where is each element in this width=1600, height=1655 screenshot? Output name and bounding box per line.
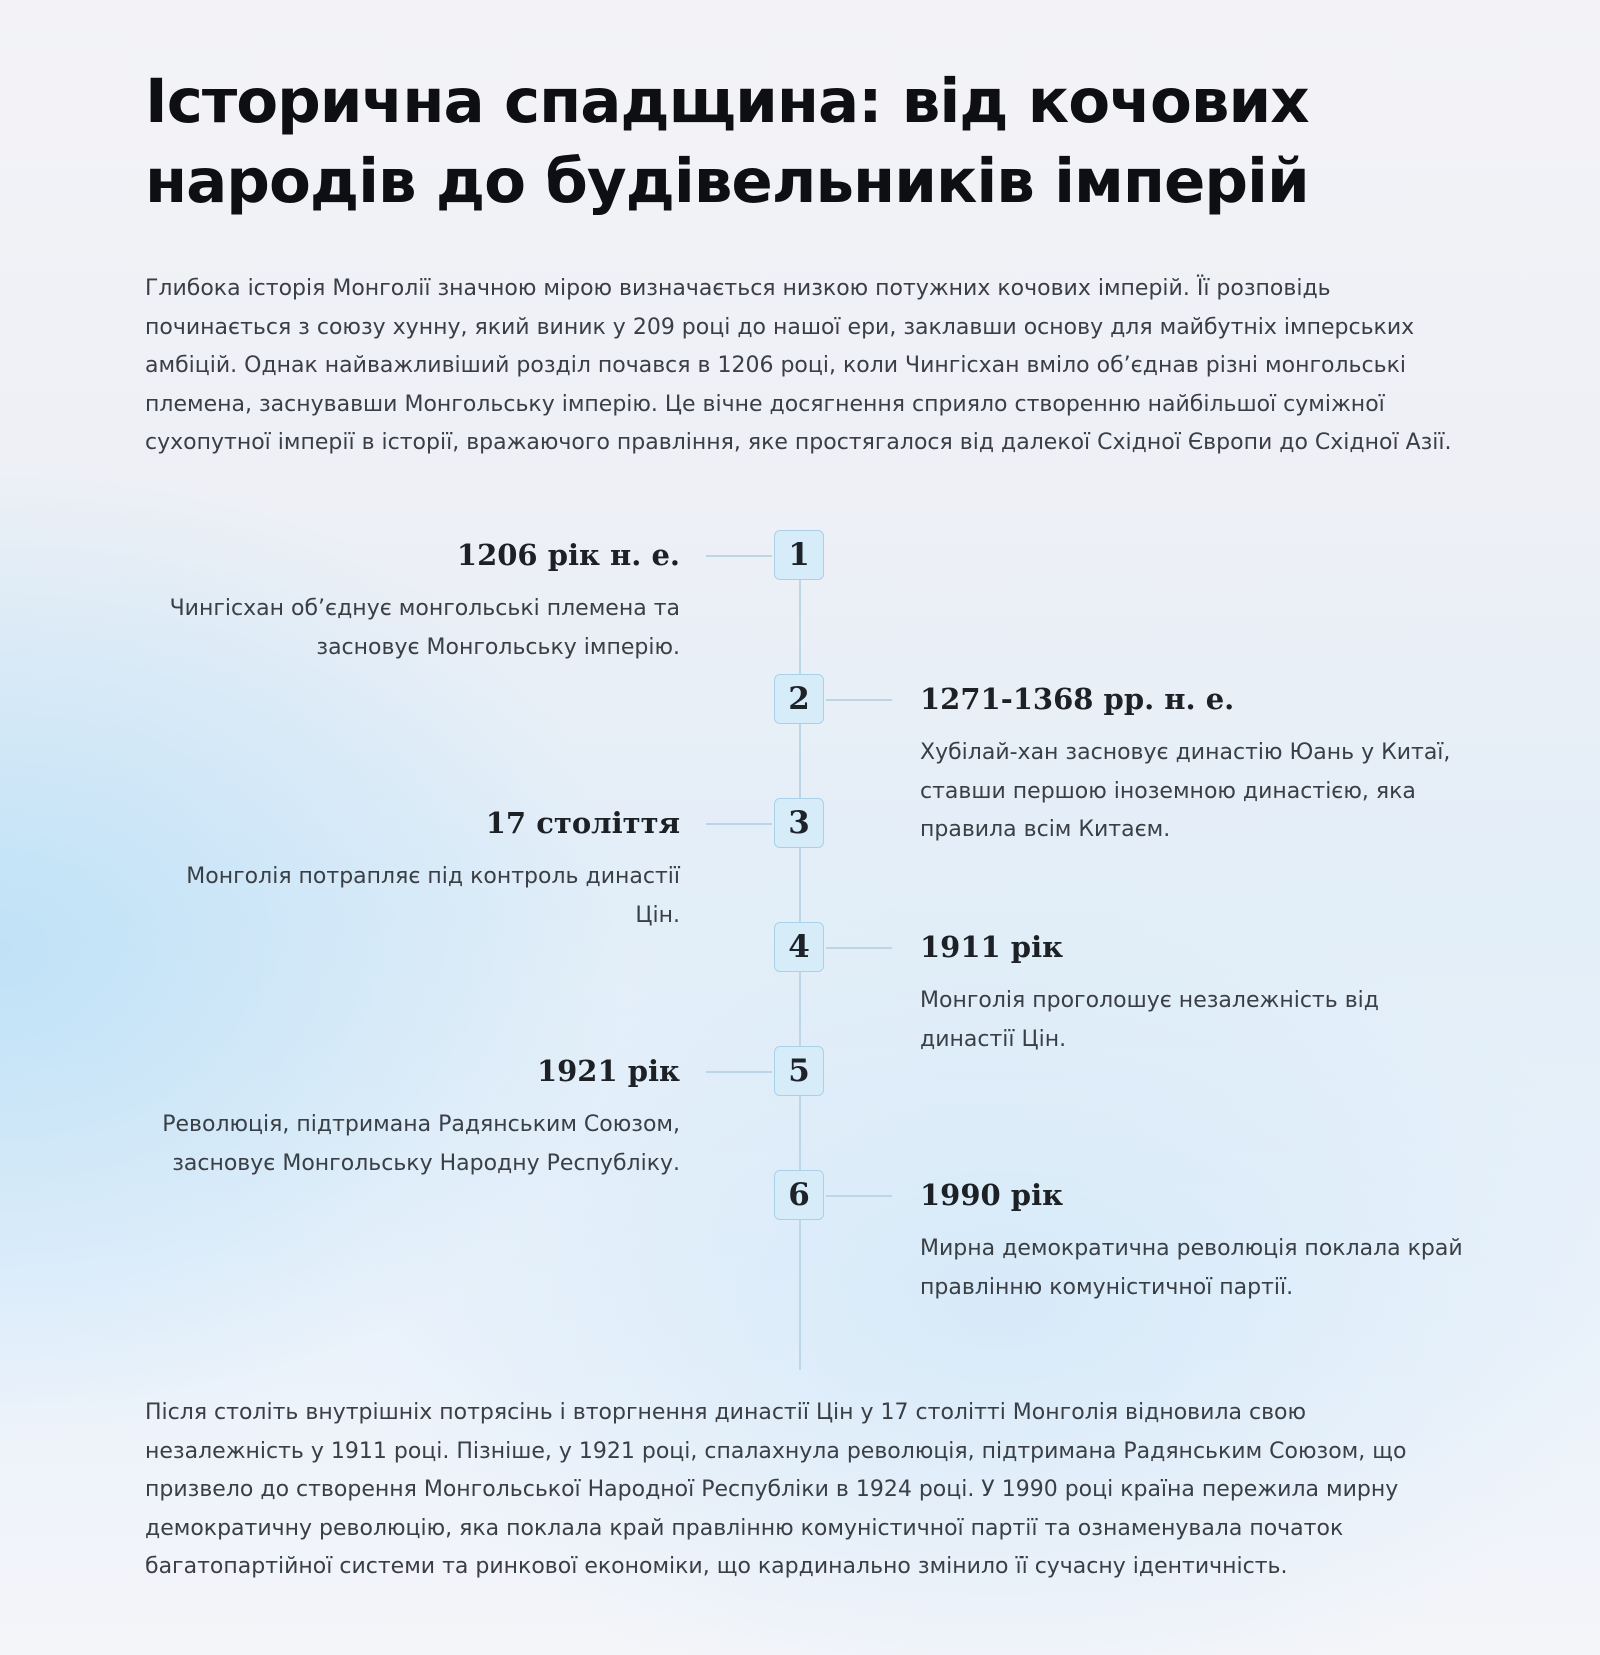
event-date: 1206 рік н. е. [456, 538, 680, 572]
timeline-connector [826, 699, 892, 701]
timeline-marker-1: 1 [774, 530, 824, 580]
outro-paragraph: Після століть внутрішніх потрясінь і вторгнення династії Цін у 17 столітті Монголія відновила свою незалежність у 1911 році. Пізніше, у 1921 році, спалахнула революція, підтримана Радянським Союзом, що призвело до створення Монгольської Народної Республіки в 1924 році. У 1990 році країна пережила мирну демократичну революцію, яка поклала край правлінню комуністичної партії та ознаменувала початок багатопартійної системи та ринкової економіки, що кардинально змінило її сучасну ідентичність. [145, 1400, 1407, 1579]
intro-paragraph: Глибока історія Монголії значною мірою визначається низкою потужних кочових імперій. Її розповідь починається з союзу хунну, який виник у 209 році до нашої ери, заклавши основу для майбутніх імперських амбіцій. Однак найважливіший розділ почався в 1206 році, коли Чингісхан вміло об’єднав різні монгольські племена, заснувавши Монгольську імперію. Це вічне досягнення сприяло створенню найбільшої суміжної сухопутної імперії в історії, вражаючого правління, яке простягалося від далекої Східної Європи до Східної Азії. [145, 276, 1452, 455]
page-title: Історична спадщина: від кочових народів до будівельників імперій [145, 66, 1309, 217]
event-date: 17 століття [485, 806, 680, 840]
timeline-connector [826, 947, 892, 949]
timeline-marker-5: 5 [774, 1046, 824, 1096]
timeline-marker-3: 3 [774, 798, 824, 848]
event-description: Монголія проголошує незалежність від династії Цін. [920, 988, 1379, 1052]
event-description: Хубілай-хан засновує династію Юань у Китаї, ставши першою іноземною династією, яка правила всім Китаєм. [920, 740, 1451, 842]
timeline-marker-6: 6 [774, 1170, 824, 1220]
timeline-connector [706, 555, 772, 557]
event-date: 1990 рік [920, 1178, 1064, 1212]
timeline-connector [826, 1195, 892, 1197]
timeline-connector [706, 1071, 772, 1073]
event-description: Монголія потрапляє під контроль династії Цін. [186, 864, 680, 928]
event-description: Чингісхан об’єднує монгольські племена та засновує Монгольську імперію. [169, 596, 680, 660]
timeline-marker-4: 4 [774, 922, 824, 972]
event-description: Революція, підтримана Радянським Союзом, засновує Монгольську Народну Республіку. [162, 1112, 680, 1176]
event-date: 1271-1368 рр. н. е. [920, 682, 1235, 716]
event-date: 1921 рік [536, 1054, 680, 1088]
event-description: Мирна демократична революція поклала край правлінню комуністичної партії. [920, 1236, 1463, 1300]
timeline-marker-2: 2 [774, 674, 824, 724]
timeline-connector [706, 823, 772, 825]
event-date: 1911 рік [920, 930, 1064, 964]
